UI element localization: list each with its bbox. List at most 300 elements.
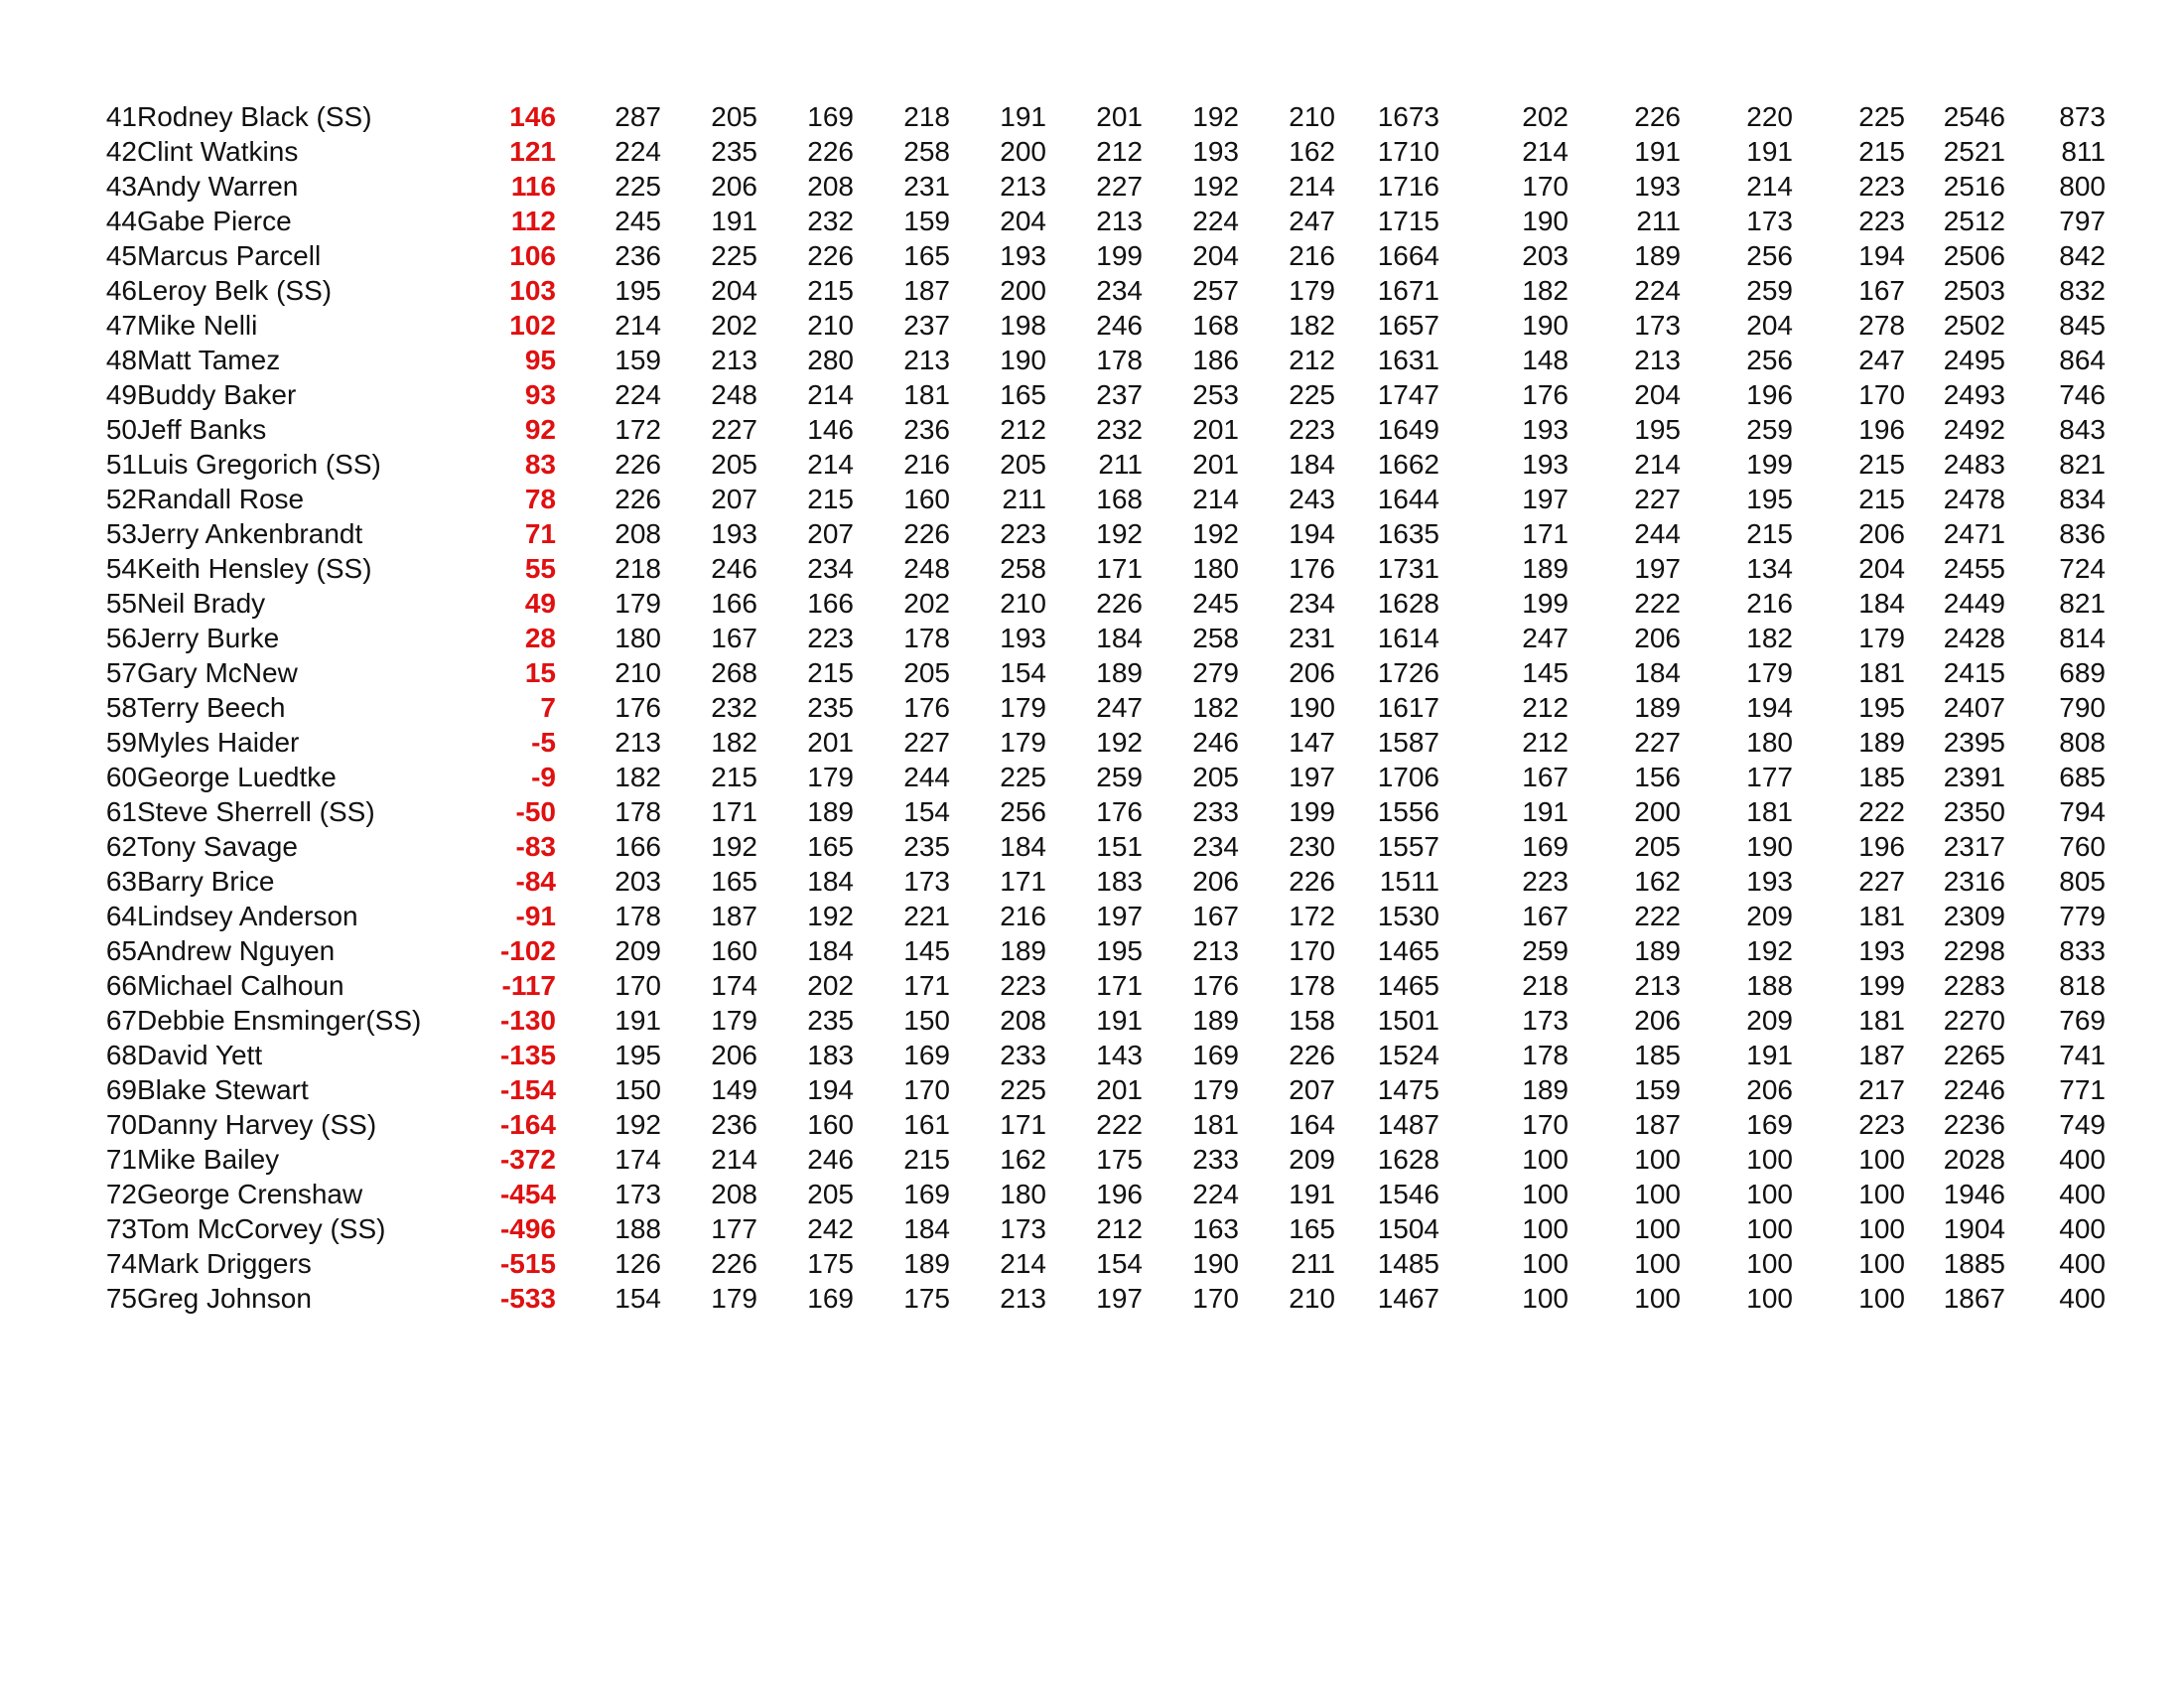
table-row <box>0 99 2184 134</box>
game-score: 193 <box>1746 866 1793 897</box>
game-score: 177 <box>711 1213 757 1244</box>
game-score: 169 <box>903 1179 950 1209</box>
game-score: 199 <box>1858 970 1905 1001</box>
subtotal-score: 1465 <box>1377 970 1439 1001</box>
points-diff: -5 <box>531 727 556 758</box>
game-score: 180 <box>614 623 661 653</box>
game-score: 202 <box>711 310 757 341</box>
subtotal-score: 1715 <box>1377 206 1439 236</box>
game-score: 234 <box>1192 831 1239 862</box>
game-score: 192 <box>711 831 757 862</box>
table-row <box>0 1211 2184 1246</box>
rank-cell: 59 <box>105 727 137 758</box>
game-score: 268 <box>711 657 757 688</box>
game-score: 179 <box>711 1283 757 1314</box>
game-score: 171 <box>1000 1109 1046 1140</box>
game-score: 213 <box>1000 1283 1046 1314</box>
game-score: 237 <box>903 310 950 341</box>
table-row <box>0 134 2184 169</box>
game-score: 173 <box>1522 1005 1569 1036</box>
game-score: 206 <box>1634 1005 1681 1036</box>
subtotal-score: 1649 <box>1377 414 1439 445</box>
game-score: 166 <box>807 588 854 619</box>
game-score: 187 <box>711 901 757 931</box>
game-score: 159 <box>614 345 661 375</box>
total-score: 2503 <box>1943 275 2005 306</box>
game-score: 234 <box>1096 275 1143 306</box>
game-score: 232 <box>1096 414 1143 445</box>
game-score: 197 <box>1522 484 1569 514</box>
subtotal-score: 1747 <box>1377 379 1439 410</box>
game-score: 170 <box>1289 935 1335 966</box>
game-score: 191 <box>1746 1040 1793 1070</box>
game-score: 236 <box>711 1109 757 1140</box>
subtotal-score: 1671 <box>1377 275 1439 306</box>
rank-cell: 63 <box>105 866 137 897</box>
last-four-total: 400 <box>2059 1213 2106 1244</box>
game-score: 211 <box>1636 206 1681 236</box>
game-score: 194 <box>1746 692 1793 723</box>
game-score: 143 <box>1096 1040 1143 1070</box>
standings-table <box>0 99 2184 1316</box>
game-score: 182 <box>1746 623 1793 653</box>
game-score: 171 <box>903 970 950 1001</box>
game-score: 211 <box>1098 449 1143 480</box>
points-diff: 121 <box>509 136 556 167</box>
game-score: 215 <box>903 1144 950 1175</box>
game-score: 158 <box>1289 1005 1335 1036</box>
last-four-total: 800 <box>2059 171 2106 202</box>
game-score: 185 <box>1858 762 1905 792</box>
game-score: 100 <box>1746 1248 1793 1279</box>
points-diff: -130 <box>499 1005 556 1036</box>
game-score: 233 <box>1000 1040 1046 1070</box>
game-score: 215 <box>807 484 854 514</box>
game-score: 178 <box>1096 345 1143 375</box>
game-score: 167 <box>1522 762 1569 792</box>
game-score: 165 <box>903 240 950 271</box>
total-score: 2309 <box>1943 901 2005 931</box>
game-score: 202 <box>903 588 950 619</box>
game-score: 192 <box>1192 518 1239 549</box>
total-score: 2317 <box>1943 831 2005 862</box>
table-row <box>0 273 2184 308</box>
game-score: 178 <box>903 623 950 653</box>
game-score: 183 <box>1096 866 1143 897</box>
game-score: 203 <box>614 866 661 897</box>
bowler-name: Tom McCorvey (SS) <box>137 1213 386 1244</box>
game-score: 193 <box>1522 449 1569 480</box>
game-score: 231 <box>1289 623 1335 653</box>
game-score: 189 <box>807 796 854 827</box>
game-score: 160 <box>807 1109 854 1140</box>
bowler-name: David Yett <box>137 1040 263 1070</box>
points-diff: -164 <box>499 1109 556 1140</box>
game-score: 225 <box>1858 101 1905 132</box>
game-score: 244 <box>1634 518 1681 549</box>
game-score: 166 <box>614 831 661 862</box>
game-score: 162 <box>1000 1144 1046 1175</box>
game-score: 225 <box>1289 379 1335 410</box>
game-score: 214 <box>1000 1248 1046 1279</box>
bowler-name: Mike Bailey <box>137 1144 280 1175</box>
game-score: 191 <box>1634 136 1681 167</box>
game-score: 199 <box>1289 796 1335 827</box>
game-score: 208 <box>711 1179 757 1209</box>
game-score: 217 <box>1858 1074 1905 1105</box>
game-score: 179 <box>614 588 661 619</box>
table-row <box>0 204 2184 238</box>
total-score: 1867 <box>1943 1283 2005 1314</box>
total-score: 2516 <box>1943 171 2005 202</box>
total-score: 2028 <box>1943 1144 2005 1175</box>
game-score: 195 <box>1096 935 1143 966</box>
game-score: 218 <box>614 553 661 584</box>
rank-cell: 44 <box>105 206 137 236</box>
last-four-total: 794 <box>2059 796 2106 827</box>
game-score: 190 <box>1522 310 1569 341</box>
game-score: 224 <box>1192 206 1239 236</box>
game-score: 201 <box>1096 1074 1143 1105</box>
rank-cell: 69 <box>105 1074 137 1105</box>
points-diff: -454 <box>499 1179 556 1209</box>
rank-cell: 52 <box>105 484 137 514</box>
game-score: 192 <box>1096 727 1143 758</box>
game-score: 190 <box>1746 831 1793 862</box>
game-score: 178 <box>1522 1040 1569 1070</box>
last-four-total: 873 <box>2059 101 2106 132</box>
total-score: 2506 <box>1943 240 2005 271</box>
game-score: 194 <box>807 1074 854 1105</box>
last-four-total: 821 <box>2059 588 2106 619</box>
game-score: 246 <box>711 553 757 584</box>
game-score: 197 <box>1634 553 1681 584</box>
game-score: 226 <box>807 240 854 271</box>
game-score: 193 <box>1634 171 1681 202</box>
game-score: 256 <box>1746 240 1793 271</box>
points-diff: 71 <box>524 518 556 549</box>
points-diff: -496 <box>499 1213 556 1244</box>
game-score: 225 <box>614 171 661 202</box>
game-score: 247 <box>1289 206 1335 236</box>
last-four-total: 833 <box>2059 935 2106 966</box>
game-score: 253 <box>1192 379 1239 410</box>
game-score: 169 <box>1522 831 1569 862</box>
last-four-total: 400 <box>2059 1144 2106 1175</box>
game-score: 195 <box>1634 414 1681 445</box>
bowler-name: George Crenshaw <box>137 1179 363 1209</box>
bowler-name: Leroy Belk (SS) <box>137 275 333 306</box>
game-score: 100 <box>1522 1179 1569 1209</box>
game-score: 224 <box>614 136 661 167</box>
game-score: 183 <box>807 1040 854 1070</box>
game-score: 214 <box>1289 171 1335 202</box>
game-score: 177 <box>1746 762 1793 792</box>
total-score: 2492 <box>1943 414 2005 445</box>
game-score: 214 <box>711 1144 757 1175</box>
points-diff: -83 <box>515 831 556 862</box>
game-score: 205 <box>903 657 950 688</box>
game-score: 195 <box>614 275 661 306</box>
points-diff: -515 <box>499 1248 556 1279</box>
subtotal-score: 1731 <box>1377 553 1439 584</box>
table-row <box>0 1142 2184 1177</box>
subtotal-score: 1485 <box>1377 1248 1439 1279</box>
game-score: 184 <box>1858 588 1905 619</box>
game-score: 259 <box>1522 935 1569 966</box>
game-score: 278 <box>1858 310 1905 341</box>
game-score: 192 <box>1192 171 1239 202</box>
game-score: 100 <box>1858 1248 1905 1279</box>
game-score: 100 <box>1858 1179 1905 1209</box>
game-score: 148 <box>1522 345 1569 375</box>
total-score: 2350 <box>1943 796 2005 827</box>
game-score: 232 <box>711 692 757 723</box>
game-score: 214 <box>807 379 854 410</box>
game-score: 205 <box>1192 762 1239 792</box>
rank-cell: 45 <box>105 240 137 271</box>
game-score: 189 <box>1522 553 1569 584</box>
table-row <box>0 238 2184 273</box>
bowler-name: Mike Nelli <box>137 310 258 341</box>
total-score: 2246 <box>1943 1074 2005 1105</box>
game-score: 206 <box>711 1040 757 1070</box>
table-row <box>0 447 2184 482</box>
subtotal-score: 1726 <box>1377 657 1439 688</box>
game-score: 287 <box>614 101 661 132</box>
game-score: 192 <box>614 1109 661 1140</box>
game-score: 201 <box>1096 101 1143 132</box>
bowler-name: Rodney Black (SS) <box>137 101 372 132</box>
game-score: 179 <box>1858 623 1905 653</box>
game-score: 192 <box>1096 518 1143 549</box>
last-four-total: 400 <box>2059 1179 2106 1209</box>
rank-cell: 46 <box>105 275 137 306</box>
game-score: 208 <box>807 171 854 202</box>
game-score: 180 <box>1192 553 1239 584</box>
last-four-total: 864 <box>2059 345 2106 375</box>
game-score: 171 <box>1000 866 1046 897</box>
game-score: 214 <box>1634 449 1681 480</box>
game-score: 209 <box>1746 1005 1793 1036</box>
game-score: 248 <box>903 553 950 584</box>
game-score: 248 <box>711 379 757 410</box>
table-row <box>0 968 2184 1003</box>
table-row <box>0 308 2184 343</box>
total-score: 2478 <box>1943 484 2005 514</box>
game-score: 184 <box>807 935 854 966</box>
game-score: 191 <box>711 206 757 236</box>
game-score: 235 <box>807 1005 854 1036</box>
game-score: 154 <box>614 1283 661 1314</box>
game-score: 173 <box>1746 206 1793 236</box>
game-score: 204 <box>1746 310 1793 341</box>
game-score: 170 <box>614 970 661 1001</box>
table-row <box>0 690 2184 725</box>
game-score: 279 <box>1192 657 1239 688</box>
last-four-total: 400 <box>2059 1283 2106 1314</box>
game-score: 213 <box>614 727 661 758</box>
game-score: 191 <box>614 1005 661 1036</box>
game-score: 174 <box>614 1144 661 1175</box>
game-score: 179 <box>711 1005 757 1036</box>
game-score: 176 <box>1192 970 1239 1001</box>
game-score: 227 <box>1634 727 1681 758</box>
rank-cell: 72 <box>105 1179 137 1209</box>
bowler-name: Jerry Burke <box>137 623 280 653</box>
rank-cell: 47 <box>105 310 137 341</box>
points-diff: 93 <box>524 379 556 410</box>
last-four-total: 760 <box>2059 831 2106 862</box>
game-score: 168 <box>1192 310 1239 341</box>
last-four-total: 821 <box>2059 449 2106 480</box>
rank-cell: 41 <box>105 101 137 132</box>
bowler-name: Greg Johnson <box>137 1283 312 1314</box>
game-score: 178 <box>1289 970 1335 1001</box>
game-score: 213 <box>1096 206 1143 236</box>
subtotal-score: 1511 <box>1379 866 1439 897</box>
total-score: 2493 <box>1943 379 2005 410</box>
game-score: 164 <box>1289 1109 1335 1140</box>
game-score: 100 <box>1858 1283 1905 1314</box>
last-four-total: 746 <box>2059 379 2106 410</box>
table-row <box>0 377 2184 412</box>
game-score: 179 <box>807 762 854 792</box>
table-row <box>0 1003 2184 1038</box>
last-four-total: 832 <box>2059 275 2106 306</box>
game-score: 215 <box>1858 136 1905 167</box>
last-four-total: 724 <box>2059 553 2106 584</box>
rank-cell: 68 <box>105 1040 137 1070</box>
subtotal-score: 1628 <box>1377 588 1439 619</box>
game-score: 206 <box>711 171 757 202</box>
points-diff: 95 <box>524 345 556 375</box>
total-score: 2449 <box>1943 588 2005 619</box>
table-row <box>0 760 2184 794</box>
game-score: 259 <box>1096 762 1143 792</box>
subtotal-score: 1475 <box>1377 1074 1439 1105</box>
game-score: 167 <box>1192 901 1239 931</box>
table-row <box>0 829 2184 864</box>
last-four-total: 842 <box>2059 240 2106 271</box>
game-score: 226 <box>1096 588 1143 619</box>
game-score: 165 <box>1289 1213 1335 1244</box>
game-score: 236 <box>614 240 661 271</box>
bowler-name: Marcus Parcell <box>137 240 322 271</box>
game-score: 182 <box>1522 275 1569 306</box>
bowler-name: Barry Brice <box>137 866 275 897</box>
game-score: 227 <box>1858 866 1905 897</box>
game-score: 188 <box>1746 970 1793 1001</box>
table-row <box>0 899 2184 933</box>
bowler-name: Buddy Baker <box>137 379 297 410</box>
game-score: 236 <box>903 414 950 445</box>
table-row <box>0 1038 2184 1072</box>
subtotal-score: 1465 <box>1377 935 1439 966</box>
total-score: 2428 <box>1943 623 2005 653</box>
last-four-total: 779 <box>2059 901 2106 931</box>
game-score: 176 <box>614 692 661 723</box>
game-score: 170 <box>903 1074 950 1105</box>
game-score: 159 <box>903 206 950 236</box>
game-score: 246 <box>807 1144 854 1175</box>
rank-cell: 57 <box>105 657 137 688</box>
total-score: 2298 <box>1943 935 2005 966</box>
game-score: 156 <box>1634 762 1681 792</box>
last-four-total: 749 <box>2059 1109 2106 1140</box>
rank-cell: 74 <box>105 1248 137 1279</box>
game-score: 212 <box>1000 414 1046 445</box>
game-score: 182 <box>711 727 757 758</box>
game-score: 222 <box>1096 1109 1143 1140</box>
game-score: 196 <box>1096 1179 1143 1209</box>
game-score: 162 <box>1289 136 1335 167</box>
game-score: 190 <box>1522 206 1569 236</box>
game-score: 179 <box>1746 657 1793 688</box>
game-score: 176 <box>1522 379 1569 410</box>
bowler-name: Tony Savage <box>137 831 298 862</box>
rank-cell: 65 <box>105 935 137 966</box>
game-score: 167 <box>1858 275 1905 306</box>
game-score: 185 <box>1634 1040 1681 1070</box>
game-score: 170 <box>1192 1283 1239 1314</box>
bowler-name: Gabe Pierce <box>137 206 292 236</box>
game-score: 181 <box>1858 657 1905 688</box>
game-score: 191 <box>1289 1179 1335 1209</box>
points-diff: 102 <box>509 310 556 341</box>
game-score: 191 <box>1746 136 1793 167</box>
game-score: 214 <box>807 449 854 480</box>
total-score: 2415 <box>1943 657 2005 688</box>
game-score: 224 <box>1634 275 1681 306</box>
game-score: 213 <box>711 345 757 375</box>
game-score: 226 <box>1289 866 1335 897</box>
game-score: 246 <box>1192 727 1239 758</box>
game-score: 100 <box>1746 1179 1793 1209</box>
game-score: 235 <box>903 831 950 862</box>
game-score: 223 <box>1858 1109 1905 1140</box>
game-score: 170 <box>1858 379 1905 410</box>
rank-cell: 55 <box>105 588 137 619</box>
last-four-total: 818 <box>2059 970 2106 1001</box>
game-score: 247 <box>1522 623 1569 653</box>
game-score: 214 <box>1522 136 1569 167</box>
game-score: 218 <box>903 101 950 132</box>
game-score: 223 <box>1522 866 1569 897</box>
game-score: 195 <box>1746 484 1793 514</box>
game-score: 199 <box>1522 588 1569 619</box>
table-row <box>0 655 2184 690</box>
game-score: 160 <box>711 935 757 966</box>
game-score: 175 <box>903 1283 950 1314</box>
game-score: 191 <box>1522 796 1569 827</box>
game-score: 184 <box>1634 657 1681 688</box>
points-diff: 116 <box>510 171 556 202</box>
game-score: 187 <box>903 275 950 306</box>
total-score: 2546 <box>1943 101 2005 132</box>
game-score: 167 <box>1522 901 1569 931</box>
game-score: 215 <box>807 275 854 306</box>
game-score: 212 <box>1289 345 1335 375</box>
last-four-total: 400 <box>2059 1248 2106 1279</box>
game-score: 193 <box>1192 136 1239 167</box>
bowler-name: Debbie Ensminger(SS) <box>137 1005 422 1036</box>
game-score: 213 <box>903 345 950 375</box>
game-score: 179 <box>1289 275 1335 306</box>
rank-cell: 54 <box>105 553 137 584</box>
game-score: 216 <box>1000 901 1046 931</box>
rank-cell: 48 <box>105 345 137 375</box>
